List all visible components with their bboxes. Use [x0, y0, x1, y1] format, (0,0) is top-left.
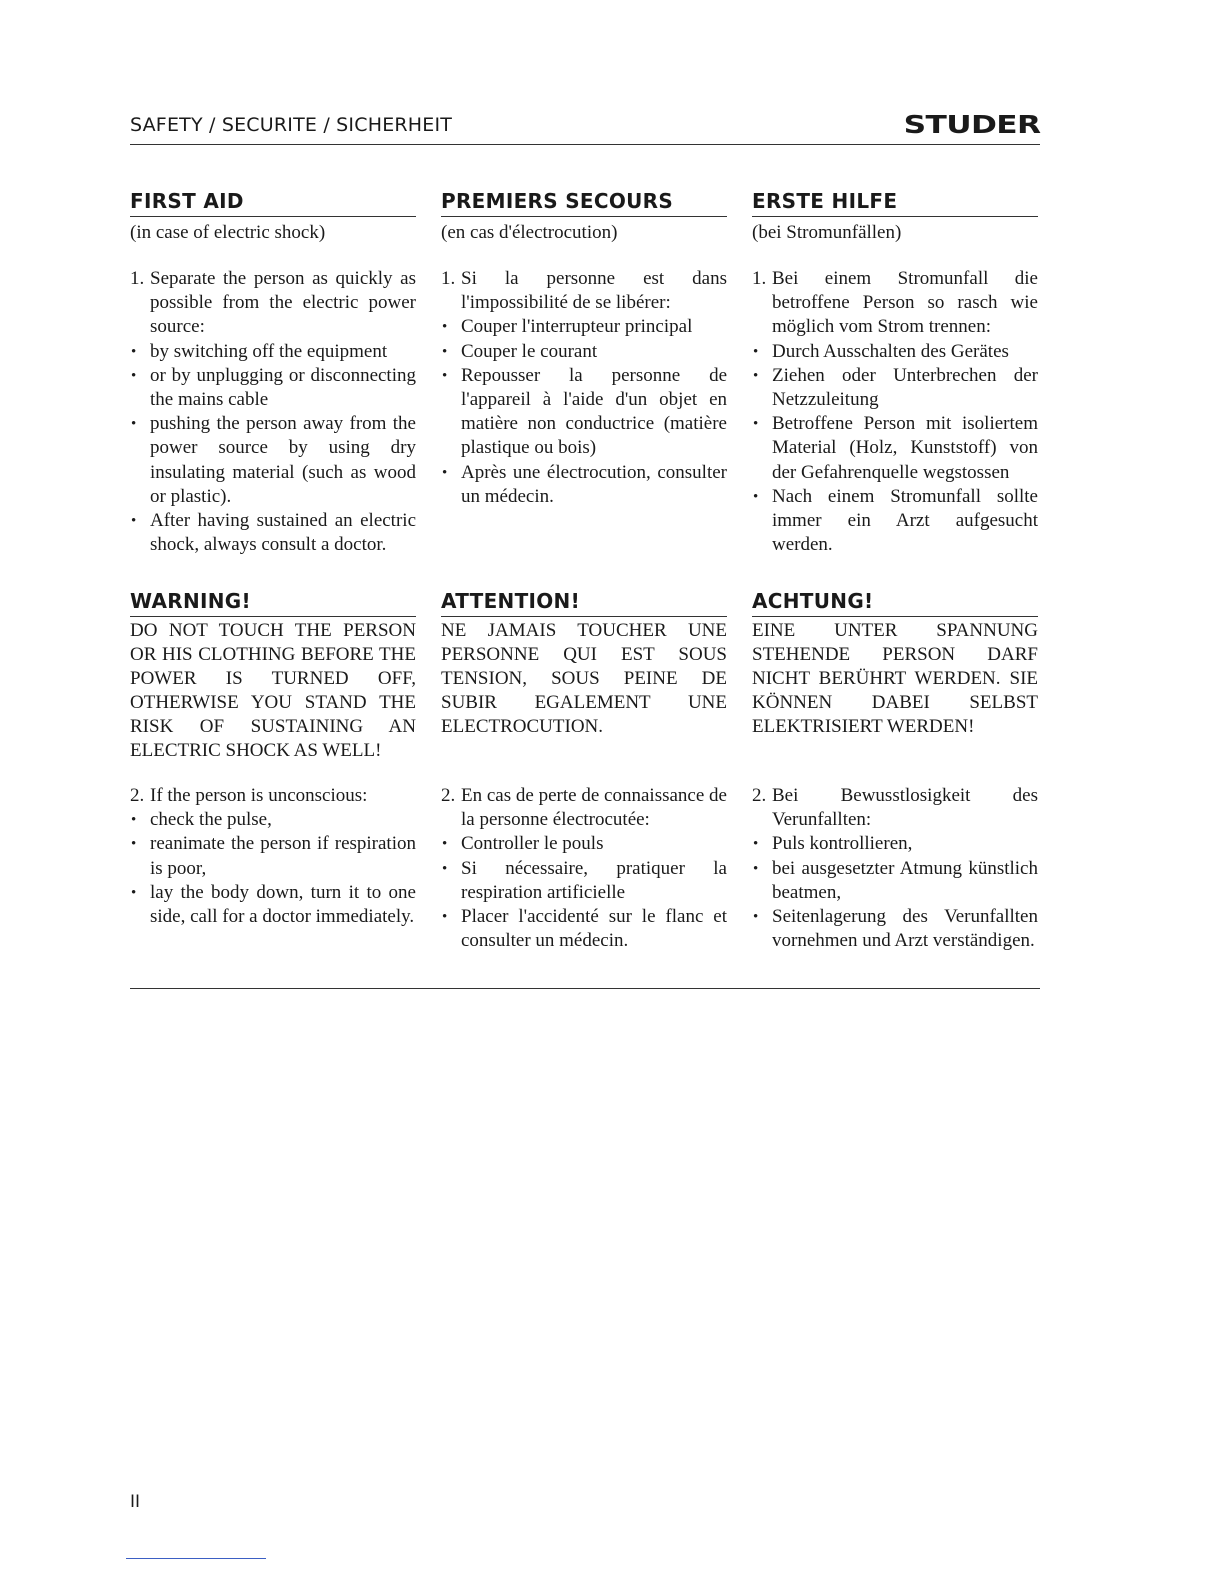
first-aid-heading: FIRST AID: [130, 188, 416, 217]
list-item: • bei ausgesetzter Atmung künstlich beatmen,: [752, 857, 1038, 905]
page-number: II: [130, 1492, 141, 1512]
list-item: • or by unplugging or disconnecting the mains cable: [130, 364, 416, 412]
list-item: • by switching off the equipment: [130, 340, 416, 364]
warning-heading: ATTENTION!: [441, 588, 727, 617]
step-2-intro: [752, 784, 1038, 832]
step-number: 2.: [752, 785, 767, 806]
warning-text: DO NOT TOUCH THE PERSON OR HIS CLOTHING BEFORE THE POWER IS TURNED OFF, OTHERWISE YOU STAND THE RISK OF SUSTAINING AN ELECTRIC SHOCK AS WELL!: [130, 620, 416, 761]
list-item: • Seitenlagerung des Verunfallten vornehmen und Arzt verständigen.: [752, 905, 1038, 953]
list-item: • Si nécessaire, pratiquer la respiration artificielle: [441, 857, 727, 905]
step-1: [752, 267, 1038, 557]
warning-block: [752, 588, 1038, 739]
footnote-rule: [126, 1558, 266, 1559]
list-item: • Couper l'interrupteur principal: [441, 315, 727, 339]
step-text: Bei einem Stromunfall die betroffene Person so rasch wie möglich vom Strom trennen:: [772, 268, 1038, 338]
list-item: • check the pulse,: [130, 808, 416, 832]
list-item: • reanimate the person if respiration is poor,: [130, 832, 416, 880]
list-item: • Ziehen oder Unterbrechen der Netzzuleitung: [752, 364, 1038, 412]
list-item: • Repousser la personne de l'appareil à l'aide d'un objet en matière non conductrice (matière plastique ou bois): [441, 364, 727, 461]
step-1-intro: [441, 267, 727, 315]
erste-hilfe-subheading: (bei Stromunfällen): [752, 222, 902, 243]
studer-logo: STUDER: [903, 110, 1040, 139]
list-item: • Betroffene Person mit isoliertem Material (Holz, Kunststoff) von der Gefahrenquelle wegstossen: [752, 412, 1038, 485]
step-1-intro: [130, 267, 416, 340]
warning-text: NE JAMAIS TOUCHER UNE PERSONNE QUI EST SOUS TENSION, SOUS PEINE DE SUBIR EGALEMENT UNE ELECTROCUTION.: [441, 620, 727, 737]
list-item: • Controller le pouls: [441, 832, 727, 856]
step-number: 2.: [441, 785, 456, 806]
step-text: Separate the person as quickly as possible from the electric power source:: [150, 268, 416, 338]
step-text: Si la personne est dans l'impossibilité de se libérer:: [461, 268, 727, 314]
warning-block: [441, 588, 727, 739]
premiers-secours-subheading: (en cas d'électrocution): [441, 222, 618, 243]
warning-heading: ACHTUNG!: [752, 588, 1038, 617]
list-item: • After having sustained an electric shock, always consult a doctor.: [130, 509, 416, 557]
step-number: 1.: [752, 268, 767, 289]
step-2-intro: [441, 784, 727, 832]
column-french: [441, 188, 727, 952]
list-item: • Couper le courant: [441, 340, 727, 364]
first-aid-subheading: (in case of electric shock): [130, 222, 326, 243]
column-german: [752, 188, 1038, 952]
list-item: • Puls kontrollieren,: [752, 832, 1038, 856]
step-1-intro: [752, 267, 1038, 340]
step-2: [441, 784, 727, 953]
list-item: • Nach einem Stromunfall sollte immer ein Arzt aufgesucht werden.: [752, 485, 1038, 558]
list-item: • pushing the person away from the power source by using dry insulating material (such as wood or plastic).: [130, 412, 416, 509]
step-number: 2.: [130, 785, 145, 806]
step-number: 1.: [130, 268, 145, 289]
footer-divider: [130, 988, 1040, 989]
warning-text: EINE UNTER SPANNUNG STEHENDE PERSON DARF NICHT BERÜHRT WERDEN. SIE KÖNNEN DABEI SELBST ELEKTRISIERT WERDEN!: [752, 620, 1038, 737]
step-text: En cas de perte de connaissance de la personne électrocutée:: [461, 785, 727, 831]
erste-hilfe-heading: ERSTE HILFE: [752, 188, 1038, 217]
list-item: • Placer l'accidenté sur le flanc et consulter un médecin.: [441, 905, 727, 953]
page-header: [130, 112, 1040, 145]
premiers-secours-heading: PREMIERS SECOURS: [441, 188, 727, 217]
list-item: • Après une électrocution, consulter un médecin.: [441, 461, 727, 509]
step-number: 1.: [441, 268, 456, 289]
step-text: If the person is unconscious:: [150, 785, 368, 806]
step-2: [752, 784, 1038, 953]
section-title: SAFETY / SECURITE / SICHERHEIT: [130, 114, 453, 136]
list-item: • Durch Ausschalten des Gerätes: [752, 340, 1038, 364]
step-1: [441, 267, 727, 509]
list-item: • lay the body down, turn it to one side, call for a doctor immediately.: [130, 881, 416, 929]
warning-heading: WARNING!: [130, 588, 416, 617]
step-2-intro: [130, 784, 416, 808]
step-1: [130, 267, 416, 557]
step-text: Bei Bewusstlosigkeit des Verunfallten:: [772, 785, 1038, 831]
column-english: [130, 188, 416, 928]
step-2: [130, 784, 416, 929]
warning-block: [130, 588, 416, 763]
